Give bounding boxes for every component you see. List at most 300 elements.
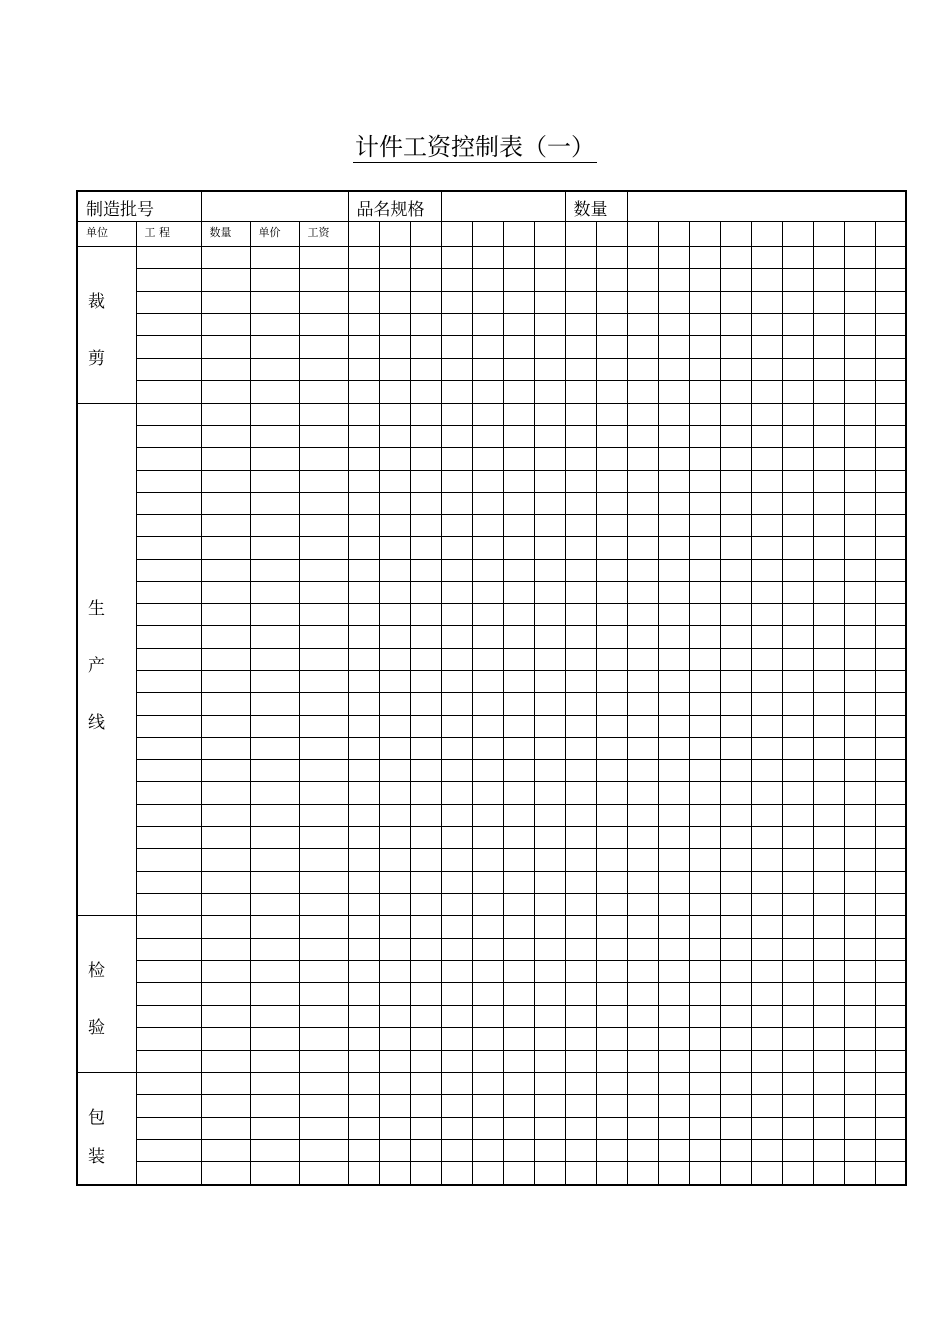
table-cell[interactable] [658,581,689,603]
table-cell[interactable] [782,782,813,804]
table-cell[interactable] [689,938,720,960]
table-cell[interactable] [658,358,689,380]
table-cell[interactable] [136,1095,201,1117]
table-cell[interactable] [534,1162,565,1185]
table-cell[interactable] [201,893,250,915]
table-cell[interactable] [627,1028,658,1050]
table-cell[interactable] [813,1050,844,1072]
table-cell[interactable] [348,804,379,826]
table-cell[interactable] [503,1050,534,1072]
table-cell[interactable] [250,1117,299,1139]
table-cell[interactable] [534,358,565,380]
table-cell[interactable] [472,737,503,759]
table-cell[interactable] [627,291,658,313]
table-cell[interactable] [136,1139,201,1161]
table-cell[interactable] [410,916,441,938]
table-cell[interactable] [875,1050,906,1072]
table-cell[interactable] [534,737,565,759]
table-cell[interactable] [565,604,596,626]
table-cell[interactable] [844,1139,875,1161]
table-cell[interactable] [627,403,658,425]
table-cell[interactable] [250,1028,299,1050]
table-cell[interactable] [782,1005,813,1027]
table-cell[interactable] [472,1073,503,1095]
table-cell[interactable] [751,916,782,938]
table-cell[interactable] [658,671,689,693]
table-cell[interactable] [658,1095,689,1117]
table-cell[interactable] [250,403,299,425]
table-cell[interactable] [689,537,720,559]
table-cell[interactable] [751,960,782,982]
table-cell[interactable] [503,715,534,737]
table-cell[interactable] [844,804,875,826]
table-cell[interactable] [782,1162,813,1185]
table-cell[interactable] [472,760,503,782]
table-cell[interactable] [379,448,410,470]
table-cell[interactable] [875,671,906,693]
table-cell[interactable] [201,581,250,603]
table-cell[interactable] [596,671,627,693]
table-cell[interactable] [720,246,751,268]
table-cell[interactable] [534,1095,565,1117]
table-cell[interactable] [751,1005,782,1027]
table-cell[interactable] [534,313,565,335]
table-cell[interactable] [201,537,250,559]
table-cell[interactable] [720,938,751,960]
table-cell[interactable] [250,916,299,938]
table-cell[interactable] [136,604,201,626]
table-cell[interactable] [410,403,441,425]
table-cell[interactable] [348,671,379,693]
table-cell[interactable] [136,760,201,782]
table-cell[interactable] [658,782,689,804]
table-cell[interactable] [751,537,782,559]
table-cell[interactable] [658,960,689,982]
table-cell[interactable] [596,381,627,403]
table-cell[interactable] [250,671,299,693]
table-cell[interactable] [565,448,596,470]
table-cell[interactable] [782,246,813,268]
table-cell[interactable] [627,1005,658,1027]
table-cell[interactable] [472,893,503,915]
table-cell[interactable] [658,1028,689,1050]
table-cell[interactable] [751,425,782,447]
table-cell[interactable] [136,492,201,514]
table-cell[interactable] [472,871,503,893]
table-cell[interactable] [782,715,813,737]
table-cell[interactable] [565,1139,596,1161]
table-cell[interactable] [136,893,201,915]
table-cell[interactable] [534,1139,565,1161]
table-cell[interactable] [410,804,441,826]
table-cell[interactable] [348,470,379,492]
table-cell[interactable] [348,448,379,470]
table-cell[interactable] [503,403,534,425]
table-cell[interactable] [472,537,503,559]
table-cell[interactable] [565,1028,596,1050]
table-cell[interactable] [751,246,782,268]
table-cell[interactable] [627,381,658,403]
table-cell[interactable] [503,671,534,693]
table-cell[interactable] [658,737,689,759]
table-cell[interactable] [875,358,906,380]
table-cell[interactable] [348,1028,379,1050]
table-cell[interactable] [299,938,348,960]
table-cell[interactable] [689,336,720,358]
table-cell[interactable] [689,246,720,268]
table-cell[interactable] [596,648,627,670]
table-cell[interactable] [136,916,201,938]
table-cell[interactable] [565,1117,596,1139]
table-cell[interactable] [689,1117,720,1139]
table-cell[interactable] [658,1073,689,1095]
table-cell[interactable] [720,425,751,447]
table-cell[interactable] [751,983,782,1005]
table-cell[interactable] [348,358,379,380]
table-cell[interactable] [503,804,534,826]
table-cell[interactable] [720,671,751,693]
table-cell[interactable] [299,693,348,715]
table-cell[interactable] [136,336,201,358]
table-cell[interactable] [379,893,410,915]
table-cell[interactable] [299,648,348,670]
table-cell[interactable] [201,715,250,737]
table-cell[interactable] [875,737,906,759]
table-cell[interactable] [472,269,503,291]
table-cell[interactable] [472,403,503,425]
table-cell[interactable] [875,425,906,447]
table-cell[interactable] [410,313,441,335]
table-cell[interactable] [472,515,503,537]
table-cell[interactable] [689,313,720,335]
table-cell[interactable] [379,1162,410,1185]
table-cell[interactable] [627,246,658,268]
table-cell[interactable] [379,1139,410,1161]
table-cell[interactable] [844,983,875,1005]
table-cell[interactable] [472,983,503,1005]
table-cell[interactable] [596,737,627,759]
table-cell[interactable] [472,626,503,648]
table-cell[interactable] [720,871,751,893]
table-cell[interactable] [136,782,201,804]
table-cell[interactable] [844,515,875,537]
table-cell[interactable] [201,1095,250,1117]
table-cell[interactable] [720,1162,751,1185]
table-cell[interactable] [596,1162,627,1185]
table-cell[interactable] [534,760,565,782]
table-cell[interactable] [844,470,875,492]
table-cell[interactable] [658,849,689,871]
table-cell[interactable] [379,648,410,670]
table-cell[interactable] [596,626,627,648]
table-cell[interactable] [875,313,906,335]
table-cell[interactable] [410,648,441,670]
table-cell[interactable] [441,1139,472,1161]
table-cell[interactable] [379,938,410,960]
table-cell[interactable] [813,916,844,938]
table-cell[interactable] [844,537,875,559]
table-cell[interactable] [813,313,844,335]
table-cell[interactable] [503,269,534,291]
table-cell[interactable] [720,827,751,849]
table-cell[interactable] [751,827,782,849]
table-cell[interactable] [410,715,441,737]
table-cell[interactable] [658,537,689,559]
table-cell[interactable] [813,1073,844,1095]
table-cell[interactable] [844,1028,875,1050]
table-cell[interactable] [201,827,250,849]
table-cell[interactable] [348,515,379,537]
table-cell[interactable] [379,671,410,693]
table-cell[interactable] [136,693,201,715]
table-cell[interactable] [299,291,348,313]
table-cell[interactable] [441,983,472,1005]
table-cell[interactable] [565,358,596,380]
table-cell[interactable] [875,1095,906,1117]
table-cell[interactable] [503,1117,534,1139]
table-cell[interactable] [875,983,906,1005]
table-cell[interactable] [689,1050,720,1072]
table-cell[interactable] [751,448,782,470]
table-cell[interactable] [627,715,658,737]
table-cell[interactable] [503,448,534,470]
table-cell[interactable] [627,938,658,960]
table-cell[interactable] [201,648,250,670]
table-cell[interactable] [299,537,348,559]
table-cell[interactable] [627,1139,658,1161]
table-cell[interactable] [720,693,751,715]
table-cell[interactable] [503,1095,534,1117]
table-cell[interactable] [720,1028,751,1050]
table-cell[interactable] [379,871,410,893]
table-cell[interactable] [136,626,201,648]
table-cell[interactable] [565,581,596,603]
table-cell[interactable] [136,313,201,335]
table-cell[interactable] [627,1117,658,1139]
table-cell[interactable] [410,537,441,559]
table-cell[interactable] [751,559,782,581]
table-cell[interactable] [250,1050,299,1072]
table-cell[interactable] [299,515,348,537]
table-cell[interactable] [565,515,596,537]
table-cell[interactable] [201,313,250,335]
table-cell[interactable] [596,291,627,313]
table-cell[interactable] [379,269,410,291]
table-cell[interactable] [299,336,348,358]
table-cell[interactable] [441,336,472,358]
table-cell[interactable] [410,515,441,537]
table-cell[interactable] [658,893,689,915]
table-cell[interactable] [250,604,299,626]
table-cell[interactable] [503,871,534,893]
table-cell[interactable] [875,871,906,893]
table-cell[interactable] [534,804,565,826]
table-cell[interactable] [689,269,720,291]
table-cell[interactable] [782,1050,813,1072]
table-cell[interactable] [689,715,720,737]
table-cell[interactable] [250,626,299,648]
table-cell[interactable] [250,938,299,960]
table-cell[interactable] [782,893,813,915]
table-cell[interactable] [658,1117,689,1139]
table-cell[interactable] [410,1073,441,1095]
table-cell[interactable] [201,871,250,893]
table-cell[interactable] [348,425,379,447]
table-cell[interactable] [379,1117,410,1139]
table-cell[interactable] [441,1073,472,1095]
table-cell[interactable] [503,291,534,313]
table-cell[interactable] [534,693,565,715]
table-cell[interactable] [250,1073,299,1095]
table-cell[interactable] [136,448,201,470]
table-cell[interactable] [813,671,844,693]
table-cell[interactable] [844,1073,875,1095]
table-cell[interactable] [472,425,503,447]
table-cell[interactable] [596,1073,627,1095]
table-cell[interactable] [596,470,627,492]
table-cell[interactable] [875,1073,906,1095]
table-cell[interactable] [534,648,565,670]
table-cell[interactable] [441,381,472,403]
table-cell[interactable] [627,849,658,871]
table-cell[interactable] [782,604,813,626]
table-cell[interactable] [627,671,658,693]
table-cell[interactable] [751,269,782,291]
table-cell[interactable] [596,1139,627,1161]
table-cell[interactable] [441,291,472,313]
table-cell[interactable] [565,470,596,492]
table-cell[interactable] [782,827,813,849]
table-cell[interactable] [751,1073,782,1095]
table-cell[interactable] [565,626,596,648]
table-cell[interactable] [627,648,658,670]
table-cell[interactable] [348,336,379,358]
table-cell[interactable] [813,693,844,715]
table-cell[interactable] [813,448,844,470]
table-cell[interactable] [658,693,689,715]
table-cell[interactable] [720,893,751,915]
table-cell[interactable] [720,1005,751,1027]
table-cell[interactable] [201,737,250,759]
table-cell[interactable] [299,1117,348,1139]
table-cell[interactable] [348,893,379,915]
table-cell[interactable] [410,960,441,982]
table-cell[interactable] [565,804,596,826]
table-cell[interactable] [689,448,720,470]
table-cell[interactable] [534,849,565,871]
table-cell[interactable] [410,604,441,626]
table-cell[interactable] [782,693,813,715]
table-cell[interactable] [813,1162,844,1185]
table-cell[interactable] [689,291,720,313]
table-cell[interactable] [782,313,813,335]
table-cell[interactable] [250,1162,299,1185]
table-cell[interactable] [596,1005,627,1027]
table-cell[interactable] [136,581,201,603]
table-cell[interactable] [658,938,689,960]
table-cell[interactable] [720,358,751,380]
table-cell[interactable] [299,804,348,826]
table-cell[interactable] [136,403,201,425]
table-cell[interactable] [250,425,299,447]
table-cell[interactable] [201,358,250,380]
table-cell[interactable] [348,581,379,603]
table-cell[interactable] [658,1005,689,1027]
table-cell[interactable] [782,671,813,693]
table-cell[interactable] [348,313,379,335]
table-cell[interactable] [348,1095,379,1117]
table-cell[interactable] [751,336,782,358]
table-cell[interactable] [410,291,441,313]
table-cell[interactable] [136,960,201,982]
table-cell[interactable] [720,559,751,581]
table-cell[interactable] [410,1028,441,1050]
table-cell[interactable] [379,425,410,447]
table-cell[interactable] [503,336,534,358]
table-cell[interactable] [813,1117,844,1139]
table-cell[interactable] [720,604,751,626]
table-cell[interactable] [875,693,906,715]
table-cell[interactable] [201,403,250,425]
table-cell[interactable] [751,804,782,826]
table-cell[interactable] [689,671,720,693]
table-cell[interactable] [472,604,503,626]
table-cell[interactable] [410,492,441,514]
table-cell[interactable] [844,403,875,425]
table-cell[interactable] [136,938,201,960]
table-cell[interactable] [782,960,813,982]
table-cell[interactable] [250,804,299,826]
table-cell[interactable] [503,604,534,626]
table-cell[interactable] [472,448,503,470]
table-cell[interactable] [441,960,472,982]
table-cell[interactable] [813,648,844,670]
table-cell[interactable] [596,871,627,893]
table-cell[interactable] [596,448,627,470]
table-cell[interactable] [658,470,689,492]
table-cell[interactable] [201,693,250,715]
table-cell[interactable] [658,1050,689,1072]
table-cell[interactable] [472,671,503,693]
table-cell[interactable] [410,827,441,849]
table-cell[interactable] [441,581,472,603]
table-cell[interactable] [596,693,627,715]
table-cell[interactable] [348,648,379,670]
table-cell[interactable] [472,1139,503,1161]
table-cell[interactable] [201,671,250,693]
table-cell[interactable] [627,492,658,514]
table-cell[interactable] [627,871,658,893]
table-cell[interactable] [596,938,627,960]
table-cell[interactable] [410,336,441,358]
table-cell[interactable] [441,715,472,737]
table-cell[interactable] [441,1095,472,1117]
table-cell[interactable] [441,1162,472,1185]
table-cell[interactable] [503,693,534,715]
table-cell[interactable] [658,804,689,826]
table-cell[interactable] [503,537,534,559]
table-cell[interactable] [658,983,689,1005]
table-cell[interactable] [875,403,906,425]
table-cell[interactable] [441,871,472,893]
table-cell[interactable] [658,336,689,358]
table-cell[interactable] [299,1050,348,1072]
table-cell[interactable] [596,782,627,804]
table-cell[interactable] [379,537,410,559]
table-cell[interactable] [348,1005,379,1027]
table-cell[interactable] [379,983,410,1005]
table-cell[interactable] [534,1028,565,1050]
